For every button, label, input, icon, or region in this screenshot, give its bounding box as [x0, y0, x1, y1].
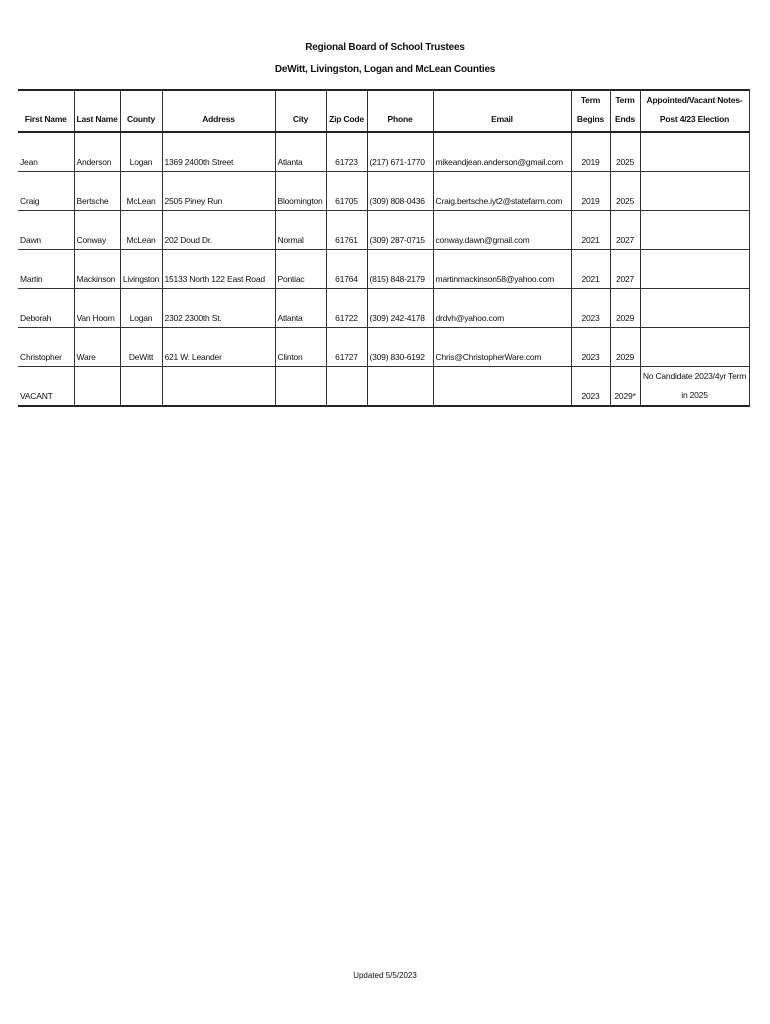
city-cell: [275, 367, 326, 407]
term-begins-cell: 2023: [571, 328, 610, 367]
county-cell: McLean: [120, 211, 162, 250]
last-name-cell: Conway: [74, 211, 120, 250]
zip-cell: 61727: [326, 328, 367, 367]
notes-line2: in 2025: [681, 390, 708, 400]
county-cell: DeWitt: [120, 328, 162, 367]
phone-cell: [367, 367, 433, 407]
term-ends-cell: 2025: [610, 172, 640, 211]
county-cell: Livingston: [120, 250, 162, 289]
notes-cell: [640, 211, 749, 250]
notes-cell: [640, 172, 749, 211]
first-name-cell: Dawn: [18, 211, 74, 250]
header-first-name: First Name: [18, 90, 74, 132]
table-row: [18, 289, 749, 328]
address-cell: 2302 2300th St.: [162, 289, 275, 328]
last-name-cell: Van Hoorn: [74, 289, 120, 328]
city-cell: Atlanta: [275, 132, 326, 172]
email-cell: martinmackinson58@yahoo.com: [433, 250, 571, 289]
notes-line1: No Candidate 2023/4yr Term: [642, 371, 747, 381]
header-term-ends: [610, 90, 640, 132]
table-header-row: [18, 90, 749, 132]
notes-cell: [640, 132, 749, 172]
county-cell: Logan: [120, 132, 162, 172]
header-notes-line1: Appointed/Vacant Notes-: [646, 95, 743, 105]
updated-footer: Updated 5/5/2023: [353, 971, 417, 980]
term-begins-cell: 2023: [571, 289, 610, 328]
address-cell: 15133 North 122 East Road: [162, 250, 275, 289]
city-cell: Bloomington: [275, 172, 326, 211]
header-notes-line2: Post 4/23 Election: [659, 114, 730, 124]
header-term-begins-line1: Term: [580, 95, 601, 105]
header-address: Address: [162, 90, 275, 132]
phone-cell: (309) 830-6192: [367, 328, 433, 367]
address-cell: [162, 367, 275, 407]
county-cell: [120, 367, 162, 407]
table-row: [18, 328, 749, 367]
phone-cell: (309) 287-0715: [367, 211, 433, 250]
email-cell: [433, 367, 571, 407]
email-cell: Chris@ChristopherWare.com: [433, 328, 571, 367]
term-ends-cell: 2027: [610, 211, 640, 250]
term-begins-cell: 2021: [571, 211, 610, 250]
last-name-cell: Ware: [74, 328, 120, 367]
first-name-cell: Deborah: [18, 289, 74, 328]
header-city: City: [275, 90, 326, 132]
email-cell: mikeandjean.anderson@gmail.com: [433, 132, 571, 172]
header-term-begins: [571, 90, 610, 132]
table-row: [18, 211, 749, 250]
term-ends-cell: 2025: [610, 132, 640, 172]
zip-cell: 61761: [326, 211, 367, 250]
zip-cell: 61723: [326, 132, 367, 172]
address-cell: 202 Doud Dr.: [162, 211, 275, 250]
first-name-cell: VACANT: [18, 367, 74, 407]
header-email: Email: [433, 90, 571, 132]
term-ends-cell: 2029: [610, 289, 640, 328]
phone-cell: (815) 848-2179: [367, 250, 433, 289]
address-cell: 621 W. Leander: [162, 328, 275, 367]
notes-cell: [640, 367, 749, 407]
zip-cell: 61722: [326, 289, 367, 328]
county-cell: McLean: [120, 172, 162, 211]
last-name-cell: Mackinson: [74, 250, 120, 289]
header-zip: Zip Code: [326, 90, 367, 132]
first-name-cell: Martin: [18, 250, 74, 289]
address-cell: 2505 Piney Run: [162, 172, 275, 211]
table-row: [18, 132, 749, 172]
header-last-name: Last Name: [74, 90, 120, 132]
first-name-cell: Christopher: [18, 328, 74, 367]
email-cell: drdvh@yahoo.com: [433, 289, 571, 328]
first-name-cell: Jean: [18, 132, 74, 172]
table-row: [18, 250, 749, 289]
phone-cell: (309) 808-0436: [367, 172, 433, 211]
phone-cell: (217) 671-1770: [367, 132, 433, 172]
first-name-cell: Craig: [18, 172, 74, 211]
city-cell: Clinton: [275, 328, 326, 367]
last-name-cell: Anderson: [74, 132, 120, 172]
notes-cell: [640, 328, 749, 367]
city-cell: Pontiac: [275, 250, 326, 289]
email-cell: conway.dawn@gmail.com: [433, 211, 571, 250]
table-row: [18, 172, 749, 211]
phone-cell: (309) 242-4178: [367, 289, 433, 328]
notes-cell: [640, 289, 749, 328]
header-term-ends-line2: Ends: [615, 114, 635, 124]
term-begins-cell: 2019: [571, 132, 610, 172]
header-term-begins-line2: Begins: [576, 114, 605, 124]
notes-cell: [640, 250, 749, 289]
zip-cell: 61705: [326, 172, 367, 211]
address-cell: 1369 2400th Street: [162, 132, 275, 172]
term-ends-cell: 2027: [610, 250, 640, 289]
city-cell: Atlanta: [275, 289, 326, 328]
last-name-cell: Bertsche: [74, 172, 120, 211]
header-phone: Phone: [367, 90, 433, 132]
last-name-cell: [74, 367, 120, 407]
term-begins-cell: 2019: [571, 172, 610, 211]
header-county: County: [120, 90, 162, 132]
zip-cell: 61764: [326, 250, 367, 289]
header-notes: [640, 90, 749, 132]
email-cell: Craig.bertsche.iyt2@statefarm.com: [433, 172, 571, 211]
zip-cell: [326, 367, 367, 407]
city-cell: Normal: [275, 211, 326, 250]
term-ends-cell: 2029: [610, 328, 640, 367]
county-cell: Logan: [120, 289, 162, 328]
term-begins-cell: 2023: [571, 367, 610, 407]
header-term-ends-line1: Term: [615, 95, 635, 105]
document-title: Regional Board of School Trustees: [305, 42, 465, 53]
table-row: [18, 367, 749, 407]
trustees-table: [18, 89, 750, 407]
term-begins-cell: 2021: [571, 250, 610, 289]
term-ends-cell: 2029*: [610, 367, 640, 407]
document-subtitle: DeWitt, Livingston, Logan and McLean Counties: [274, 64, 496, 75]
